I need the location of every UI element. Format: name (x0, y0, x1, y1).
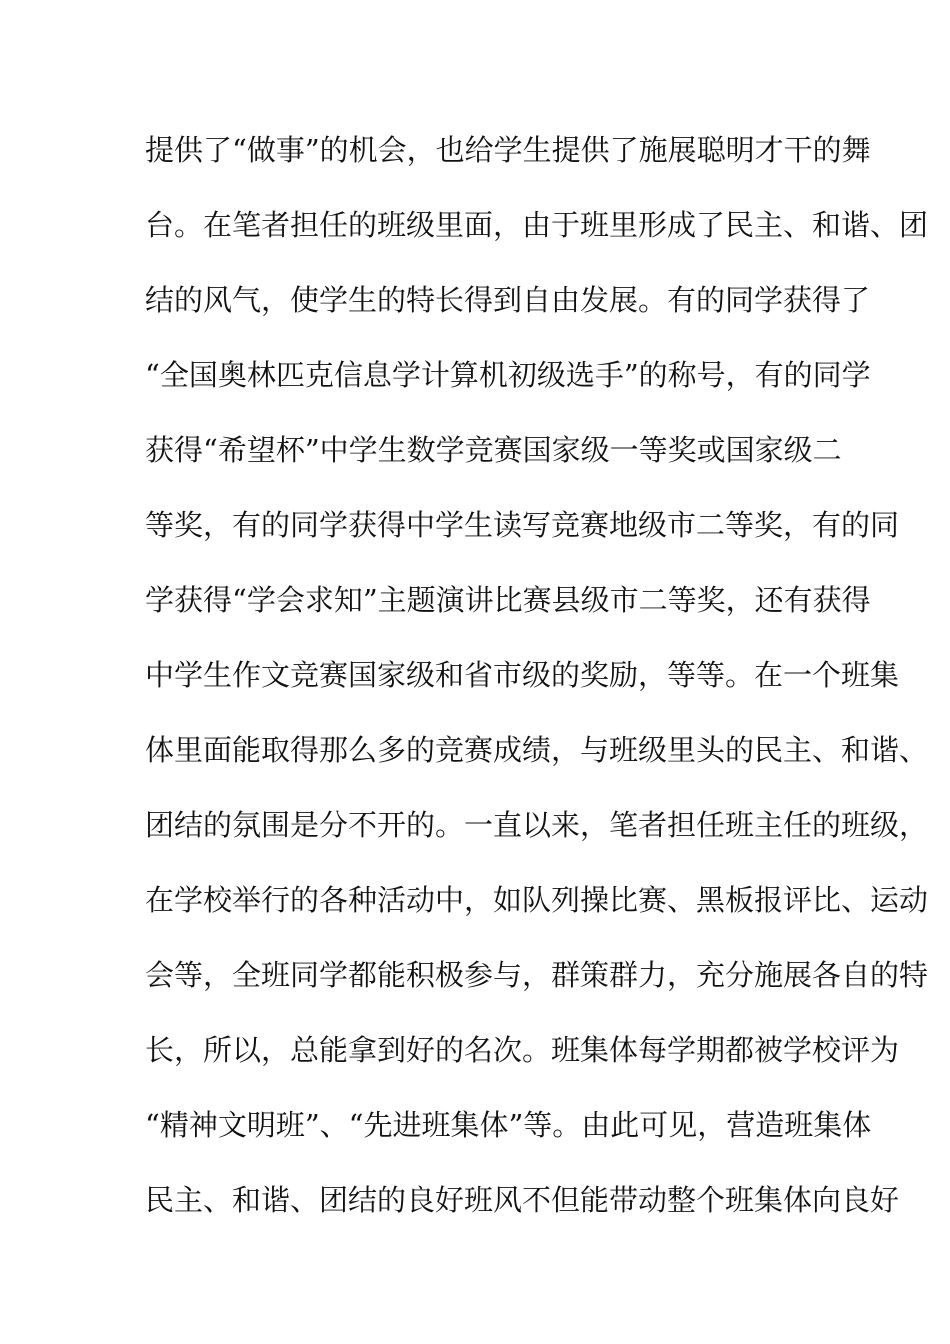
body-paragraph (145, 128, 929, 1253)
text-line: “精神文明班”、“先进班集体”等。由此可见，营造班集体 (145, 1108, 872, 1142)
text-line: 中学生作文竞赛国家级和省市级的奖励，等等。在一个班集 (145, 658, 900, 692)
text-line: 结的风气，使学生的特长得到自由发展。有的同学获得了 (145, 283, 871, 317)
text-line: 在学校举行的各种活动中，如队列操比赛、黑板报评比、运动 (145, 883, 929, 917)
text-line: 长，所以，总能拿到好的名次。班集体每学期都被学校评为 (145, 1033, 900, 1067)
text-line: 获得“希望杯”中学生数学竞赛国家级一等奖或国家级二 (145, 433, 842, 467)
text-line: 提供了“做事”的机会，也给学生提供了施展聪明才干的舞 (145, 133, 871, 167)
text-line: 体里面能取得那么多的竞赛成绩，与班级里头的民主、和谐、 (145, 733, 929, 767)
text-line: 台。在笔者担任的班级里面，由于班里形成了民主、和谐、团 (145, 208, 929, 242)
text-line: 等奖，有的同学获得中学生读写竞赛地级市二等奖，有的同 (145, 508, 900, 542)
text-line: “全国奥林匹克信息学计算机初级选手”的称号，有的同学 (145, 358, 871, 392)
text-line: 学获得“学会求知”主题演讲比赛县级市二等奖，还有获得 (145, 583, 871, 617)
text-line: 会等，全班同学都能积极参与，群策群力，充分施展各自的特 (145, 958, 929, 992)
text-line: 民主、和谐、团结的良好班风不但能带动整个班集体向良好 (145, 1183, 900, 1217)
text-line: 团结的氛围是分不开的。一直以来，笔者担任班主任的班级， (145, 808, 929, 842)
